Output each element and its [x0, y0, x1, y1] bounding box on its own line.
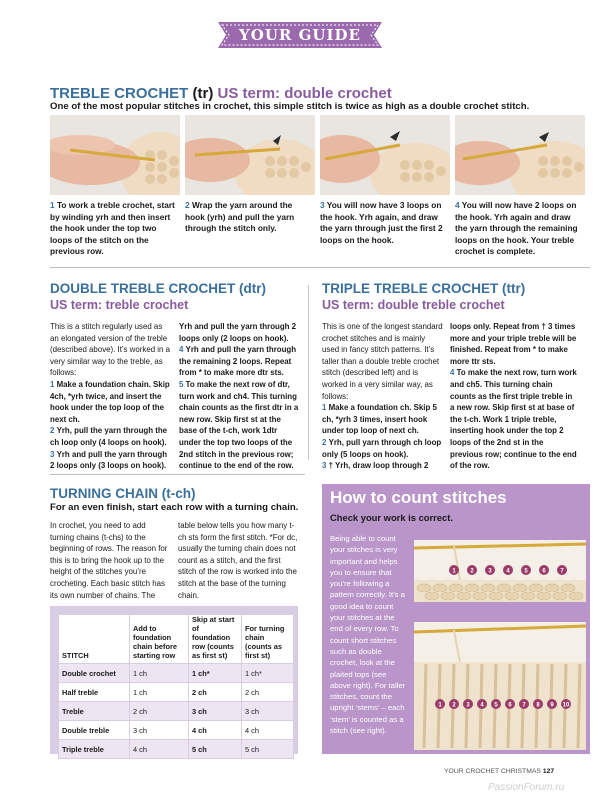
treble-intro: One of the most popular stitches in crochet, this simple stitch is twice as high as a double crochet stitch. [50, 101, 530, 112]
table-header: For turning chain (counts as first st) [242, 615, 294, 664]
count-photo-short [414, 540, 586, 602]
table-row: Triple treble 4 ch 5 ch 5 ch [59, 740, 294, 759]
table-header: STITCH [59, 615, 130, 664]
stitch-marker-label: 3 [466, 702, 470, 709]
step-caption-3: 3 You will now have 3 loops on the hook. Yrh again, and draw the yarn through just the first 2 loops on the hook. [320, 200, 443, 245]
stitch-marker-label: 1 [452, 568, 456, 575]
turning-chain-table [50, 606, 298, 754]
dtr-step: 4 Yrh and pull the yarn through the remaining 2 loops. Repeat from * to make more dtr sts. [179, 345, 297, 378]
table-row: Double treble 3 ch 4 ch 4 ch [59, 721, 294, 740]
table-row: Double crochet 1 ch 1 ch* 1 ch* [59, 664, 294, 683]
table-row: Treble 2 ch 3 ch 3 ch [59, 702, 294, 721]
ttr-step: 1 Make a foundation ch. Skip 5 ch, *yrh 3 times, insert hook under top loop of next ch. [322, 403, 437, 436]
step-photo-1 [50, 115, 180, 195]
step-caption-2: 2 Wrap the yarn around the hook (yrh) and pull the yarn through the stitch only. [185, 200, 295, 233]
dtr-column-2 [179, 321, 301, 472]
dtr-column-1 [50, 321, 172, 472]
dtr-title: DOUBLE TREBLE CROCHET (dtr) [50, 281, 266, 296]
watermark: PassionForum.ru [488, 782, 565, 793]
stitch-marker-label: 10 [562, 702, 570, 709]
tch-subtitle: For an even finish, start each row with a turning chain. [50, 502, 299, 513]
ttr-step: 2 Yrh, pull yarn through ch loop only (5 loops on hook). [322, 437, 442, 459]
stitch-marker-label: 7 [560, 568, 564, 575]
table-header: Add to foundation chain before starting row [130, 615, 189, 664]
dtr-step: 1 Make a foundation chain. Skip 4ch, *yrh twice, and insert the hook under the top loop of the next ch. [50, 379, 170, 424]
count-photo-tall [414, 622, 586, 750]
stitch-marker-label: 4 [480, 702, 484, 709]
table-header-row [59, 615, 294, 664]
dtr-step: Yrh and pull the yarn through 2 loops only (2 loops on hook). [179, 322, 297, 343]
ttr-step: 4 To make the next row, turn work and ch5. This turning chain counts as the first triple treble in a new row. Skip first st at base of the t-ch. Work 1 triple treble, inserting hook under the top 2 loops of the 2nd st in the previous row; continue to the end of the row. [450, 368, 577, 471]
stitch-marker-label: 6 [508, 702, 512, 709]
tch-title: TURNING CHAIN (t-ch) [50, 486, 196, 501]
stitch-marker-label: 2 [452, 702, 456, 709]
treble-heading [50, 85, 392, 102]
count-body: Being able to count your stitches is very important and helps you to ensure that you’re following a pattern correctly. It’s a good idea to count your stitches at the end of every row. To count short stitches such as double crochet, look at the plaited tops (see above right). For taller stitches, count the upright ‘stems’ – each ‘stem’ is counted as a stitch (see right). [330, 534, 406, 736]
count-subtitle: Check your work is correct. [330, 512, 453, 523]
tch-column-2: table below tells you how many t-ch sts form the first stitch. *For dc, usually the turning chain does not count as a stitch, and the first stitch of the row is worked into the stitch at the base of the turning chain. [178, 521, 298, 600]
section-banner [218, 20, 382, 50]
stitch-marker-label: 5 [524, 568, 528, 575]
step-photo-3 [320, 115, 450, 195]
tch-column-1: In crochet, you need to add turning chains (t-chs) to the beginning of rows. The reason for this is to bring the hook up to the height of the stitches you’re crocheting. Each basic stitch has its own number of chains. The [50, 521, 168, 600]
ttr-column-1 [322, 321, 444, 472]
stitch-marker-label: 5 [494, 702, 498, 709]
ttr-step: 3 † Yrh, draw loop through 2 [322, 461, 429, 471]
dtr-step: 3 Yrh and pull the yarn through 2 loops only (3 loops on hook). [50, 449, 168, 471]
stitch-marker-label: 9 [550, 702, 554, 709]
step-photo-4 [455, 115, 585, 195]
dtr-para: This is a stitch regularly used as an elongated version of the treble (described above). It’s worked in a very similar way to the treble, as follows: [50, 322, 171, 378]
dtr-us-term: US term: treble crochet [50, 298, 189, 312]
treble-name: TREBLE CROCHET [50, 85, 189, 102]
stitch-marker-label: 6 [542, 568, 546, 575]
stitch-marker-label: 7 [522, 702, 526, 709]
step-caption-1: 1 To work a treble crochet, start by winding yrh and then insert the hook under the top two loops of the stitch on the previous row. [50, 200, 175, 256]
dtr-step: 2 Yrh, pull the yarn through the ch loop only (4 loops on hook). [50, 426, 168, 447]
stitch-marker-label: 4 [506, 568, 510, 575]
ttr-para: This is one of the longest standard crochet stitches and is mainly used in fancy stitch patterns. It’s taller than a double treble crochet stitch (described left) and is worked in a very similar way, as follows: [322, 322, 443, 401]
step-caption-4: 4 You will now have 2 loops on the hook. Yrh again and draw the yarn through the remaining loops on the hook. Your treble crochet is complete. [455, 200, 578, 256]
footer-magazine: YOUR CROCHET CHRISTMAS [444, 768, 541, 775]
page-number: 127 [542, 768, 555, 775]
ttr-title: TRIPLE TREBLE CROCHET (ttr) [322, 281, 526, 296]
section-divider [50, 474, 305, 475]
section-divider [50, 267, 590, 268]
column-divider [308, 285, 309, 460]
stitch-marker-label: 3 [488, 568, 492, 575]
stitch-marker-label: 8 [536, 702, 540, 709]
page-footer [444, 768, 554, 775]
step-photo-2 [185, 115, 315, 195]
ttr-us-term: US term: double treble crochet [322, 298, 505, 312]
ttr-step: loops only. Repeat from † 3 times more and your triple treble will be finished. Repeat from * to make more ttr sts. [450, 322, 577, 366]
treble-abbr: (tr) [192, 85, 214, 102]
dtr-step: 5 To make the next row of dtr, turn work and ch4. This turning chain counts as the first dtr in a new row. Skip first st at the base of the t-ch, work 1dtr under the top two loops of the 2nd stitch in the previous row; continue to the end of the row. [179, 379, 299, 471]
stitch-marker-label: 2 [470, 568, 474, 575]
treble-us-term: US term: double crochet [217, 85, 392, 102]
ttr-column-2 [450, 321, 578, 472]
count-title: How to count stitches [330, 488, 507, 507]
table-row: Half treble 1 ch 2 ch 2 ch [59, 683, 294, 702]
table-header: Skip at start of foundation row (counts as first st) [189, 615, 242, 664]
banner-label: YOUR GUIDE [239, 26, 361, 44]
stitch-marker-label: 1 [438, 702, 442, 709]
